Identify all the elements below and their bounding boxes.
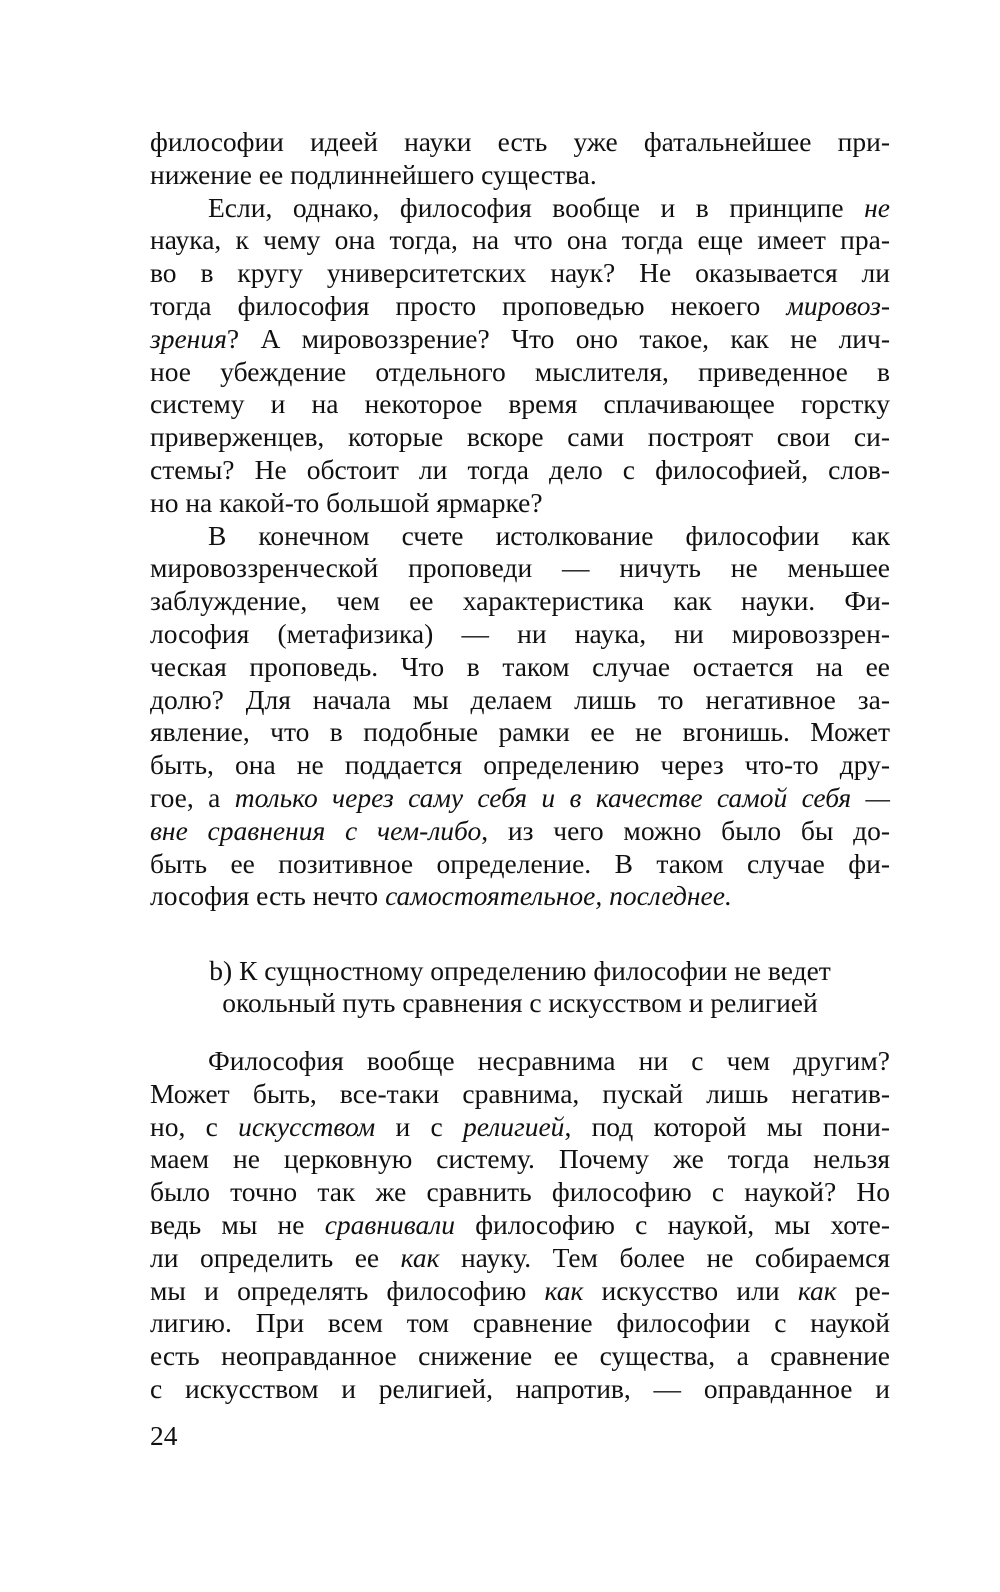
text-segment: , под которой мы пони- [564, 1110, 890, 1142]
text-line [150, 1111, 890, 1144]
emphasis-text: вне сравнения с чем-либо [150, 814, 482, 846]
text-line: наука, к чему она тогда, на что она тогда еще имеет пра- [150, 224, 890, 256]
emphasis-text: сравнивали [324, 1208, 455, 1240]
emphasis-text: как [544, 1274, 584, 1306]
emphasis-text: зрения [150, 322, 227, 354]
text-line: быть ее позитивное определение. В таком случае фи- [150, 847, 890, 879]
text-line: стемы? Не обстоит ли тогда дело с философией, слов- [150, 453, 890, 485]
text-line: есть неоправданное снижение ее существа, а сравнение [150, 1340, 890, 1372]
text-line: с искусством и религией, напротив, — оправданное и [150, 1372, 890, 1404]
text-line: лософия (метафизика) — ни наука, ни мировоззрен- [150, 617, 890, 649]
emphasis-text: как [797, 1274, 837, 1306]
text-segment: , из чего можно было бы до- [481, 814, 890, 846]
text-line: философии идеей науки есть уже фатальнейшее при- [150, 126, 890, 157]
emphasis-text: только через саму себя и в качестве самой себя — [234, 781, 891, 813]
text-segment: философию с наукой, мы хоте- [454, 1208, 890, 1240]
emphasis-text: мировоз- [786, 289, 890, 321]
text-line: маем не церковную систему. Почему же тогда нельзя [150, 1143, 890, 1175]
text-line: мировоззренческой проповеди — ничуть не меньшее [150, 552, 890, 584]
text-segment: ли определить ее [150, 1241, 401, 1273]
emphasis-text: как [400, 1241, 440, 1273]
text-segment: гое, а [150, 781, 235, 813]
section-heading-line-1: b) К сущностному определению философии не ведет [209, 955, 831, 986]
text-segment: Если, однако, философия вообще и в принципе [208, 191, 865, 223]
text-line [150, 782, 890, 815]
text-line [150, 1275, 890, 1308]
text-line: долю? Для начала мы делаем лишь то негативное за- [150, 683, 890, 715]
text-line: но на какой-то большой ярмарке? [150, 486, 543, 518]
text-line [150, 323, 890, 356]
text-segment: и с [375, 1110, 463, 1142]
text-line: нижение ее подлиннейшего существа. [150, 158, 597, 190]
section-heading-line-2: окольный путь сравнения с искусством и религией [222, 987, 818, 1018]
text-line: было точно так же сравнить философию с наукой? Но [150, 1176, 890, 1208]
emphasis-text: не [864, 191, 890, 223]
text-line: ное убеждение отдельного мыслителя, приведенное в [150, 355, 890, 387]
text-line: лигию. При всем том сравнение философии с наукой [150, 1307, 890, 1339]
text-line [150, 290, 890, 323]
text-segment: тогда философия просто проповедью некоего [150, 289, 787, 321]
text-segment: но, с [150, 1110, 239, 1142]
text-segment: науку. Тем более не собираемся [439, 1241, 891, 1273]
text-line: ческая проповедь. Что в таком случае остается на ее [150, 650, 890, 682]
text-line [150, 880, 890, 913]
emphasis-text: искусством [238, 1110, 376, 1142]
text-line: явление, что в подобные рамки ее не вгонишь. Может [150, 716, 890, 748]
text-line [150, 1209, 890, 1242]
emphasis-text: самостоятельное, последнее. [385, 880, 732, 912]
text-line: систему и на некоторое время сплачивающее горстку [150, 388, 890, 420]
text-line: заблуждение, чем ее характеристика как науки. Фи- [150, 585, 890, 617]
text-segment: мы и определять философию [150, 1274, 545, 1306]
text-segment: ведь мы не [150, 1208, 325, 1240]
text-line: Философия вообще несравнима ни с чем другим? [208, 1045, 890, 1076]
text-line: В конечном счете истолкование философии как [208, 519, 890, 551]
text-line [150, 815, 890, 848]
text-line: Может быть, все-таки сравнима, пускай лишь негатив- [150, 1077, 890, 1109]
body-text-top [150, 126, 890, 913]
text-segment: искусство или [583, 1274, 798, 1306]
text-line [150, 1242, 890, 1275]
text-segment: ре- [836, 1274, 891, 1306]
section-heading [150, 955, 890, 1019]
emphasis-text: религией [462, 1110, 565, 1142]
body-text-bottom [150, 1045, 890, 1406]
text-line: приверженцев, которые вскоре сами построят свои си- [150, 421, 890, 453]
text-line [150, 192, 890, 225]
text-segment: ? А мировоззрение? Что оно такое, как не лич- [226, 322, 890, 354]
text-segment: лософия есть нечто [150, 880, 386, 912]
text-line: во в кругу университетских наук? Не оказывается ли [150, 257, 890, 289]
page-number: 24 [150, 1420, 178, 1451]
text-line: быть, она не поддается определению через что-то дру- [150, 749, 890, 781]
